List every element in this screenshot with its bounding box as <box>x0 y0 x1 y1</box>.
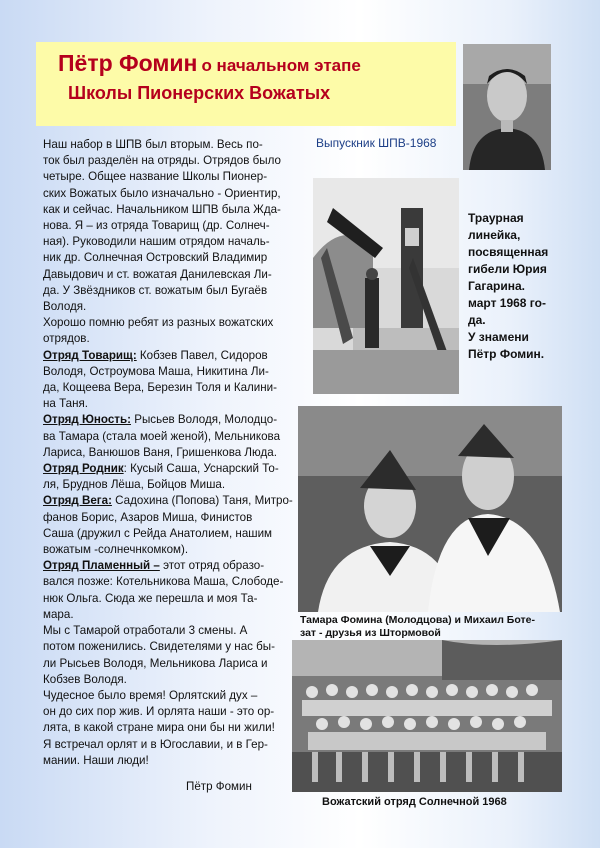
paragraph-line: ля, Бруднов Лёша, Бойцов Миша. <box>43 478 226 492</box>
paragraph-line: вожатым -солнечнкомком). <box>43 543 189 557</box>
caption-line: линейка, <box>468 228 521 242</box>
paragraph-line: ток был разделён на отряды. Отрядов было <box>43 154 281 168</box>
paragraph-line: нюк Ольга. Сюда же перешла и моя Та- <box>43 591 258 605</box>
couple-photo <box>298 406 562 612</box>
squad-name: Отряд Пламенный – <box>43 559 160 573</box>
paragraph-line: Я встречал орлят и в Югославии, и в Гер- <box>43 737 268 751</box>
paragraph-line: ва Тамара (стала моей женой), Мельникова <box>43 429 281 443</box>
paragraph-line: ских Вожатых было изначально - Ориентир, <box>43 186 281 200</box>
paragraph-line: Мы с Тамарой отработали 3 смены. А <box>43 624 248 638</box>
paragraph-line: вался позже: Котельникова Маша, Слободе- <box>43 575 284 589</box>
group-caption: Вожатский отряд Солнечной 1968 <box>322 796 507 808</box>
article-body <box>43 137 298 769</box>
squad-members: Садохина (Попова) Таня, Митро- <box>111 494 293 508</box>
squad-members: : Кусый Саша, Уснарский То- <box>123 462 279 476</box>
paragraph-line: Хорошо помню ребят из разных вожатских <box>43 316 274 330</box>
squad-vega-line <box>43 493 298 509</box>
squad-name: Отряд Юность: <box>43 413 131 427</box>
paragraph-line: ник др. Солнечная Островский Владимир <box>43 251 268 265</box>
caption-line: Пётр Фомин. <box>468 347 545 361</box>
squad-members: этот отряд образо- <box>159 559 265 573</box>
paragraph-line: Саша (дружил с Рейда Анатолием, нашим <box>43 526 273 540</box>
paragraph-line: Володя, Остроумова Маша, Никитина Ли- <box>43 364 269 378</box>
title-line-2: Школы Пионерских Вожатых <box>68 83 331 103</box>
paragraph-line: Давыдович и ст. вожатая Данилевская Ли- <box>43 267 272 281</box>
paragraph-line: ли Рысьев Володя, Мельникова Лариса и <box>43 656 268 670</box>
paragraph-line: мании. Наши люди! <box>43 753 149 767</box>
group-photo <box>292 640 562 792</box>
caption-line: Траурная <box>468 211 524 225</box>
paragraph-line: Лариса, Ванюшов Ваня, Гришенкова Люда. <box>43 445 277 459</box>
paragraph-line: Наш набор в ШПВ был вторым. Весь по- <box>43 138 263 151</box>
caption-line: Гагарина. <box>468 279 525 293</box>
paragraph-line: потом поженились. Свидетелями у нас бы- <box>43 640 275 654</box>
caption-line: Тамара Фомина (Молодцова) и Михаил Боте- <box>300 614 535 626</box>
paragraph-line: четыре. Общее название Школы Пионер- <box>43 170 268 184</box>
title-banner <box>36 42 456 126</box>
paragraph-line: ная). Руководили нашим отрядом началь- <box>43 235 270 249</box>
portrait-photo <box>463 44 551 170</box>
couple-caption <box>300 614 590 640</box>
squad-tovarishch-line <box>43 348 298 364</box>
mourning-ceremony-photo <box>313 178 459 394</box>
paragraph-line: отрядов. <box>43 332 90 346</box>
caption-line: посвященная <box>468 245 549 259</box>
paragraph-line: он до сих пор жив. И орлята наши - это ор- <box>43 705 275 719</box>
squad-name: Отряд Товарищ: <box>43 348 137 362</box>
squad-plamenny-line <box>43 558 298 574</box>
paragraph-line: да, Кощеева Вера, Березин Толя и Калини- <box>43 381 278 395</box>
paragraph-line: Чудесное было время! Орлятский дух – <box>43 688 258 702</box>
squad-name: Отряд Вега: <box>43 494 112 508</box>
paragraph-line: лята, в какой стране мира они бы ни жили! <box>43 721 275 735</box>
caption-line: да. <box>468 313 486 327</box>
squad-yunost-line <box>43 412 298 428</box>
paragraph-line: нова. Я – из отряда Товарищ (др. Солнеч- <box>43 219 270 233</box>
title-author-name: Пётр Фомин <box>58 50 198 76</box>
paragraph-line: на Таня. <box>43 397 88 411</box>
caption-line: У знамени <box>468 330 529 344</box>
caption-line: гибели Юрия <box>468 262 547 276</box>
caption-line: март 1968 го- <box>468 296 546 310</box>
author-signature: Пётр Фомин <box>186 780 252 793</box>
paragraph-line: да. У Звёздников ст. вожатым был Бугаёв <box>43 283 268 297</box>
squad-members: Рысьев Володя, Молодцо- <box>130 413 278 427</box>
squad-members: Кобзев Павел, Сидоров <box>136 348 268 362</box>
title-line-1 <box>58 50 456 77</box>
paragraph-line: Володя. <box>43 300 87 314</box>
paragraph-line: Кобзев Володя. <box>43 672 127 686</box>
squad-name: Отряд Родник <box>43 462 124 476</box>
graduate-label: Выпускник ШПВ-1968 <box>316 136 437 150</box>
paragraph-line: мара. <box>43 607 74 621</box>
squad-rodnik-line <box>43 461 298 477</box>
title-topic: о начальном этапе <box>201 56 361 75</box>
caption-line: зат - друзья из Штормовой <box>300 627 441 639</box>
paragraph-line: как и сейчас. Начальником ШПВ была Жда- <box>43 202 281 216</box>
mourning-ceremony-caption <box>468 210 588 363</box>
paragraph-line: фанов Борис, Азаров Миша, Финистов <box>43 510 253 524</box>
